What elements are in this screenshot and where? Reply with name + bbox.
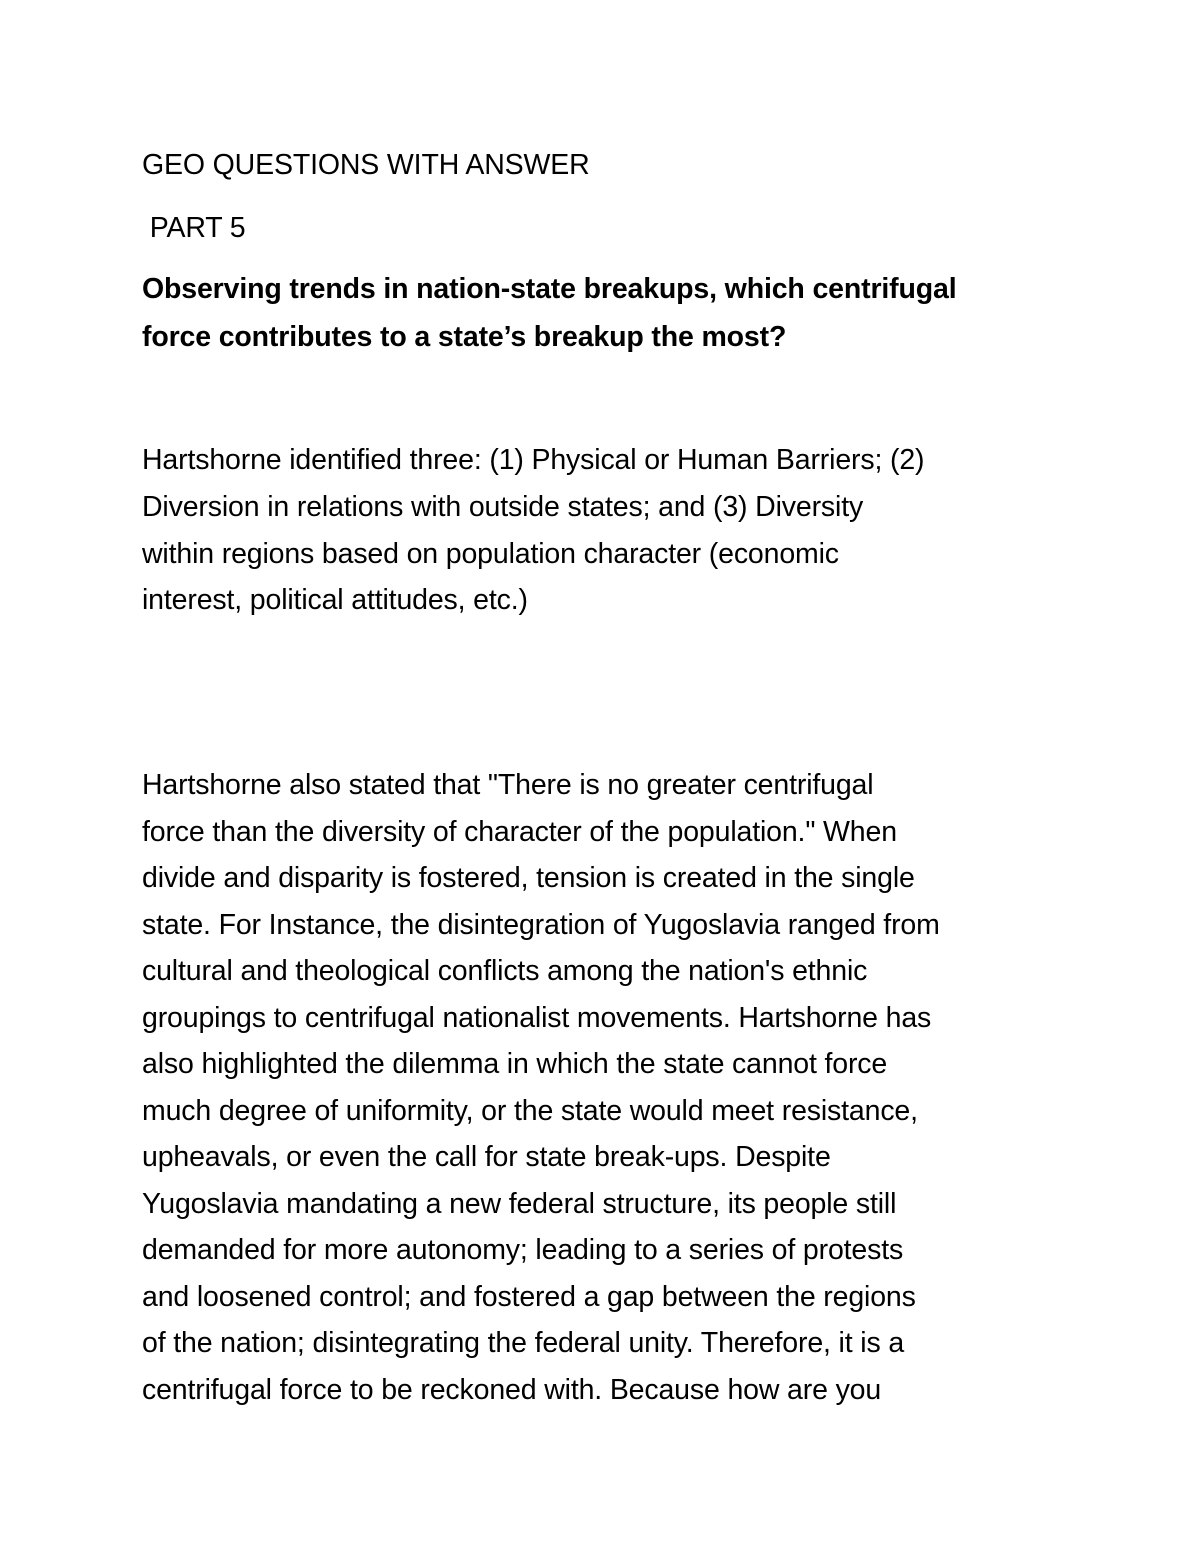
question-line: Observing trends in nation-state breakups, which centrifugal xyxy=(142,273,957,305)
paragraph-line: much degree of uniformity, or the state would meet resistance, xyxy=(142,1095,918,1127)
paragraph-line: divide and disparity is fostered, tension is created in the single xyxy=(142,862,915,894)
question-line: force contributes to a state’s breakup the most? xyxy=(142,321,787,353)
paragraph-line: centrifugal force to be reckoned with. Because how are you xyxy=(142,1374,882,1406)
paragraph-line: upheavals, or even the call for state break-ups. Despite xyxy=(142,1141,831,1173)
paragraph-line: within regions based on population character (economic xyxy=(142,538,839,570)
paragraph-line: of the nation; disintegrating the federal unity. Therefore, it is a xyxy=(142,1327,905,1359)
paragraph-line: Yugoslavia mandating a new federal structure, its people still xyxy=(142,1188,897,1220)
document-title: GEO QUESTIONS WITH ANSWER xyxy=(142,149,590,181)
paragraph-line: Hartshorne identified three: (1) Physical or Human Barriers; (2) xyxy=(142,444,925,476)
paragraph-line: groupings to centrifugal nationalist movements. Hartshorne has xyxy=(142,1002,932,1034)
paragraph-line: and loosened control; and fostered a gap between the regions xyxy=(142,1281,916,1313)
paragraph-line: Diversion in relations with outside states; and (3) Diversity xyxy=(142,491,864,523)
paragraph-line: state. For Instance, the disintegration of Yugoslavia ranged from xyxy=(142,909,940,941)
paragraph-line: interest, political attitudes, etc.) xyxy=(142,584,528,616)
paragraph-line: force than the diversity of character of the population." When xyxy=(142,816,897,848)
paragraph-line: demanded for more autonomy; leading to a series of protests xyxy=(142,1234,904,1266)
paragraph-line: cultural and theological conflicts among the nation's ethnic xyxy=(142,955,868,987)
paragraph-line: also highlighted the dilemma in which the state cannot force xyxy=(142,1048,888,1080)
part-label: PART 5 xyxy=(142,212,246,244)
paragraph-line: Hartshorne also stated that "There is no greater centrifugal xyxy=(142,769,874,801)
